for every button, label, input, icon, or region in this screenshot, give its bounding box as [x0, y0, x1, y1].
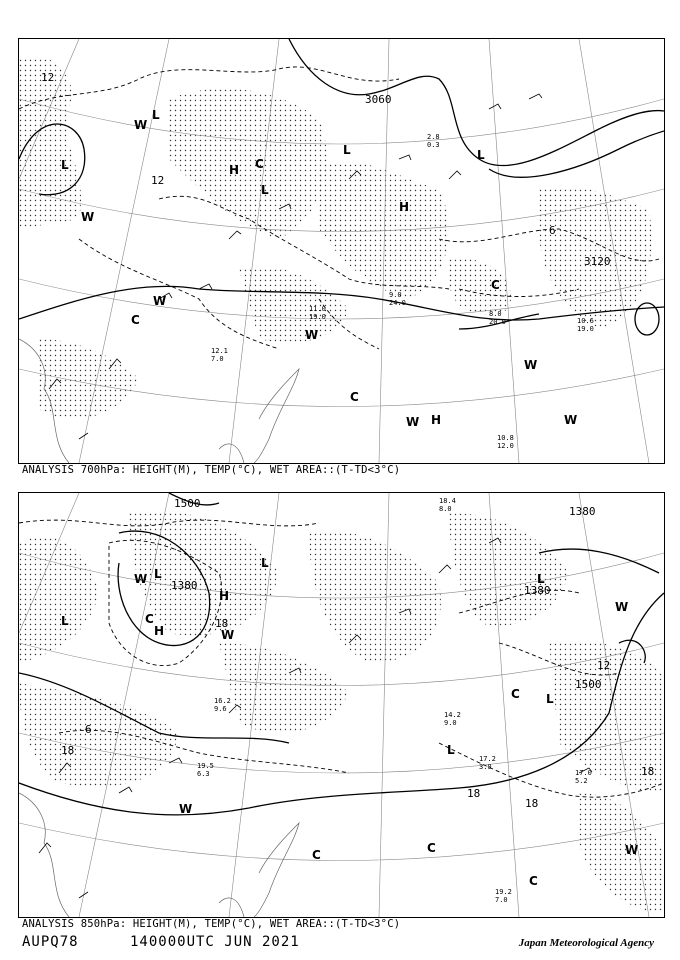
- station-value: 16.2: [214, 697, 231, 705]
- station-value: 12.0: [497, 442, 514, 450]
- warm-symbol: W: [179, 802, 193, 816]
- station-value: 17.0: [575, 769, 592, 777]
- station-value: 10.8: [497, 434, 514, 442]
- warm-symbol: W: [406, 415, 420, 429]
- low-symbol: L: [477, 148, 485, 162]
- station-value: 3.0: [479, 763, 492, 771]
- chart-id: AUPQ78: [22, 934, 79, 950]
- warm-symbol: W: [615, 600, 629, 614]
- warm-symbol: W: [134, 572, 148, 586]
- warm-symbol: W: [134, 118, 148, 132]
- warm-symbol: W: [524, 358, 538, 372]
- valid-time: 140000UTC JUN 2021: [130, 934, 300, 950]
- isotherm-label: 12: [41, 71, 55, 84]
- cold-symbol: C: [427, 841, 436, 855]
- isotherm-label: 18: [525, 797, 539, 810]
- height-label-1380: 1380: [524, 584, 551, 597]
- wet-area: [19, 57, 652, 419]
- station-value: 8.0: [489, 310, 502, 318]
- high-symbol: H: [399, 200, 410, 214]
- station-value: 12.1: [211, 347, 228, 355]
- height-label-3120: 3120: [584, 255, 611, 268]
- warm-symbol: W: [153, 294, 167, 308]
- station-value: 9.0: [389, 291, 402, 299]
- isotherm-label: 18: [61, 744, 75, 757]
- high-symbol: H: [154, 624, 165, 638]
- station-value: 9.6: [214, 705, 227, 713]
- station-value: 10.6: [577, 317, 594, 325]
- height-label-3060: 3060: [365, 93, 392, 106]
- agency-credit: Japan Meteorological Agency: [518, 937, 654, 949]
- station-value: 6.3: [197, 770, 210, 778]
- station-value: 5.2: [575, 777, 588, 785]
- height-label-1380: 1380: [171, 579, 198, 592]
- cold-symbol: C: [131, 313, 140, 327]
- cold-symbol: C: [145, 612, 154, 626]
- isotherm-label: 6: [549, 224, 556, 237]
- cold-symbol: C: [350, 390, 359, 404]
- warm-symbol: W: [625, 843, 639, 857]
- low-symbol: L: [154, 567, 162, 581]
- high-symbol: H: [229, 163, 240, 177]
- low-symbol: L: [343, 143, 351, 157]
- station-value: 19.0: [309, 313, 326, 321]
- station-value: 19.5: [197, 762, 214, 770]
- station-value: 17.2: [479, 755, 496, 763]
- low-symbol: L: [546, 692, 554, 706]
- low-symbol: L: [261, 556, 269, 570]
- station-value: 19.2: [495, 888, 512, 896]
- wet-area: [19, 511, 664, 913]
- warm-symbol: W: [221, 628, 235, 642]
- low-symbol: L: [261, 183, 269, 197]
- isotherm-label: 12: [151, 174, 165, 187]
- coastline: [19, 793, 299, 917]
- map-850hpa: [19, 493, 664, 917]
- station-value: 0.3: [427, 141, 440, 149]
- cold-symbol: C: [312, 848, 321, 862]
- map-panel-700hpa: [18, 38, 665, 464]
- station-value: 2.8: [427, 133, 440, 141]
- station-value: 7.0: [211, 355, 224, 363]
- station-value: 9.0: [444, 719, 457, 727]
- station-value: 24.0: [389, 299, 406, 307]
- isotherm-label: 12: [597, 659, 611, 672]
- isotherm-label: 18: [215, 617, 229, 630]
- station-value: 14.2: [444, 711, 461, 719]
- height-label-1500: 1500: [575, 678, 602, 691]
- warm-symbol: W: [81, 210, 95, 224]
- station-value: 20.0: [489, 318, 506, 326]
- isotherm-label: 6: [85, 723, 92, 736]
- low-symbol: L: [152, 108, 160, 122]
- warm-symbol: W: [564, 413, 578, 427]
- map-700hpa: [19, 39, 664, 463]
- isotherm-label: 18: [641, 765, 655, 778]
- station-value: 8.0: [439, 505, 452, 513]
- isotherm-label: 18: [467, 787, 481, 800]
- cold-symbol: C: [255, 157, 264, 171]
- warm-symbol: W: [305, 328, 319, 342]
- low-symbol: L: [61, 614, 69, 628]
- map-panel-850hpa: [18, 492, 665, 918]
- panel-caption-700hpa: ANALYSIS 700hPa: HEIGHT(M), TEMP(°C), WET AREA::(T-TD<3°C): [22, 464, 401, 476]
- height-label-1500: 1500: [174, 497, 201, 510]
- high-symbol: H: [431, 413, 442, 427]
- low-symbol: L: [447, 743, 455, 757]
- cold-symbol: C: [529, 874, 538, 888]
- cold-symbol: C: [511, 687, 520, 701]
- station-value: 7.0: [495, 896, 508, 904]
- station-value: 18.4: [439, 497, 456, 505]
- high-symbol: H: [219, 589, 230, 603]
- panel-caption-850hpa: ANALYSIS 850hPa: HEIGHT(M), TEMP(°C), WET AREA::(T-TD<3°C): [22, 918, 401, 930]
- cold-symbol: C: [491, 278, 500, 292]
- low-symbol: L: [61, 158, 69, 172]
- low-symbol: L: [537, 572, 545, 586]
- station-value: 19.0: [577, 325, 594, 333]
- height-label-1380: 1380: [569, 505, 596, 518]
- station-value: 11.0: [309, 305, 326, 313]
